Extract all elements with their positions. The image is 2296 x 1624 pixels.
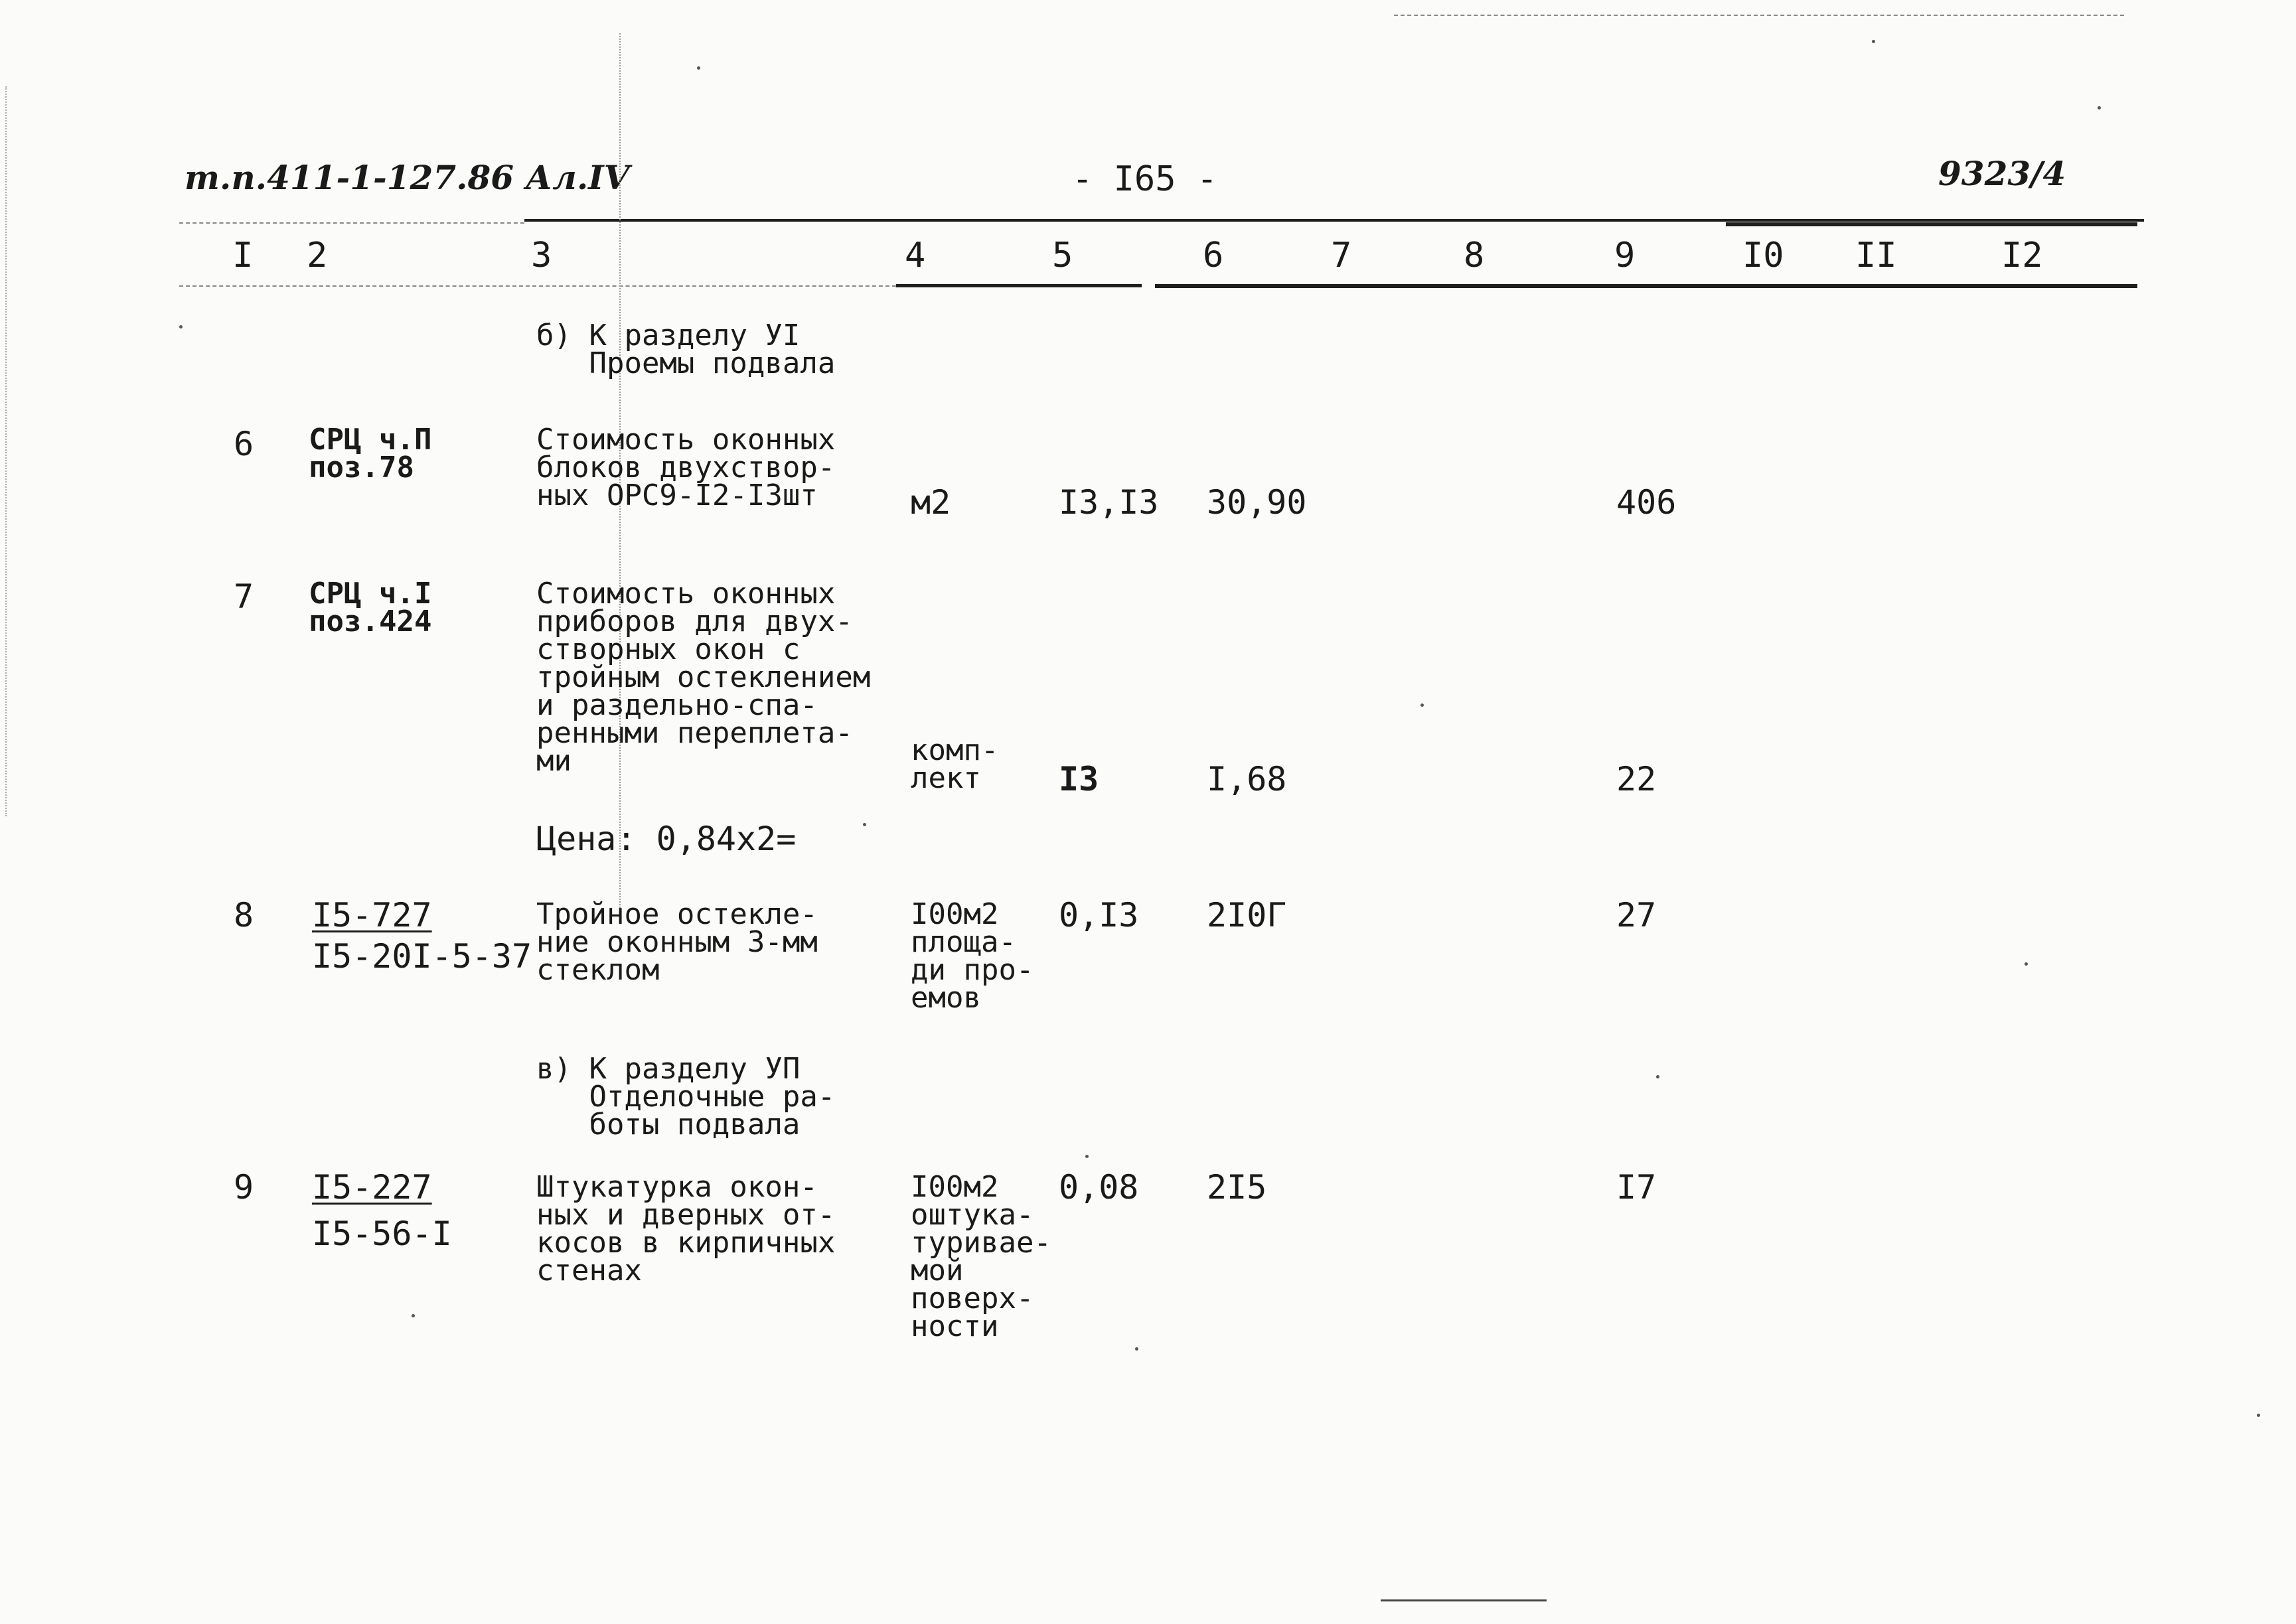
unit: м2 (911, 483, 951, 522)
scan-speck (179, 325, 183, 329)
quantity: 0,I3 (1059, 896, 1139, 934)
scan-speck (1656, 1075, 1659, 1078)
price-reference: СРЦ ч.I поз.424 (309, 577, 432, 638)
header-rule-bottom (896, 284, 1142, 287)
header-rule-bottom-right (1155, 284, 2137, 288)
header-rule-faint-bottom-left (179, 285, 896, 287)
quantity: 0,08 (1059, 1168, 1139, 1207)
scan-speck (2257, 1414, 2260, 1417)
section-v-heading: в) К разделу УП Отделочные ра- боты подвала (536, 1052, 836, 1142)
col-10-header: I0 (1742, 236, 1784, 275)
total-cost: 27 (1616, 896, 1657, 934)
col-2-header: 2 (307, 236, 328, 275)
document-code: т.п.411-1-127.86 Ал.IV (185, 158, 630, 197)
col-12-header: I2 (2001, 236, 2043, 275)
price-note: Цена: 0,84х2= (536, 820, 797, 858)
col-7-header: 7 (1331, 236, 1352, 275)
work-description: Тройное остекле- ние оконным 3-мм стеклом (536, 897, 818, 987)
scan-speck (863, 823, 866, 826)
unit-price: 2I5 (1207, 1168, 1267, 1207)
col-5-header: 5 (1052, 236, 1073, 275)
col-8-header: 8 (1464, 236, 1485, 275)
unit: I00м2 площа- ди про- емов (911, 897, 1034, 1015)
scan-speck (2025, 962, 2028, 966)
total-cost: 406 (1616, 483, 1677, 522)
total-cost: 22 (1616, 760, 1657, 798)
norm-code-secondary: I5-56-I (312, 1215, 452, 1253)
scan-line-bottom (1381, 1599, 1547, 1601)
header-rule-faint-left (179, 222, 524, 224)
col-1-header: I (232, 236, 254, 275)
reference-number: 9323/4 (1938, 154, 2066, 193)
row-number: 8 (234, 896, 254, 934)
scan-line-top (1394, 15, 2124, 16)
unit-price: 2I0Г (1207, 896, 1287, 934)
section-b-heading: б) К разделу УI Проемы подвала (536, 319, 836, 380)
quantity: I3,I3 (1059, 483, 1159, 522)
unit-price: 30,90 (1207, 483, 1307, 522)
header-rule-top (524, 219, 2144, 222)
scan-speck (1135, 1347, 1138, 1351)
unit: I00м2 оштука- туривае- мой поверх- ности (911, 1170, 1051, 1343)
page-number: - I65 - (1072, 159, 1218, 199)
scan-speck (697, 66, 700, 70)
unit-price: I,68 (1207, 760, 1287, 798)
scan-speck (2098, 106, 2101, 110)
col-9-header: 9 (1614, 236, 1636, 275)
work-description: Стоимость оконных блоков двухствор- ных ОРС9-I2-I3шт (536, 423, 836, 512)
scan-edge-left (5, 86, 7, 816)
row-number: 6 (234, 425, 254, 463)
scan-speck (1085, 1155, 1089, 1158)
price-reference: СРЦ ч.П поз.78 (309, 423, 432, 484)
scan-speck (1872, 40, 1875, 43)
col-6-header: 6 (1203, 236, 1224, 275)
quantity: I3 (1059, 760, 1099, 798)
unit: комп- лект (911, 733, 999, 795)
col-3-header: 3 (531, 236, 552, 275)
total-cost: I7 (1616, 1168, 1657, 1207)
work-description: Стоимость оконных приборов для двух- створных окон с тройным остеклением и раздельно-спа- ренными переплета- ми (536, 577, 871, 778)
header-rule-top-right (1726, 222, 2137, 226)
norm-code-secondary: I5-20I-5-37 (312, 937, 532, 976)
norm-code: I5-227 (312, 1168, 432, 1207)
row-number: 9 (234, 1168, 254, 1207)
work-description: Штукатурка окон- ных и дверных от- косов в кирпичных стенах (536, 1170, 836, 1288)
row-number: 7 (234, 577, 254, 616)
scan-speck (1420, 703, 1424, 707)
col-11-header: II (1855, 236, 1897, 275)
scan-speck (412, 1314, 415, 1317)
norm-code: I5-727 (312, 896, 432, 934)
col-4-header: 4 (905, 236, 926, 275)
